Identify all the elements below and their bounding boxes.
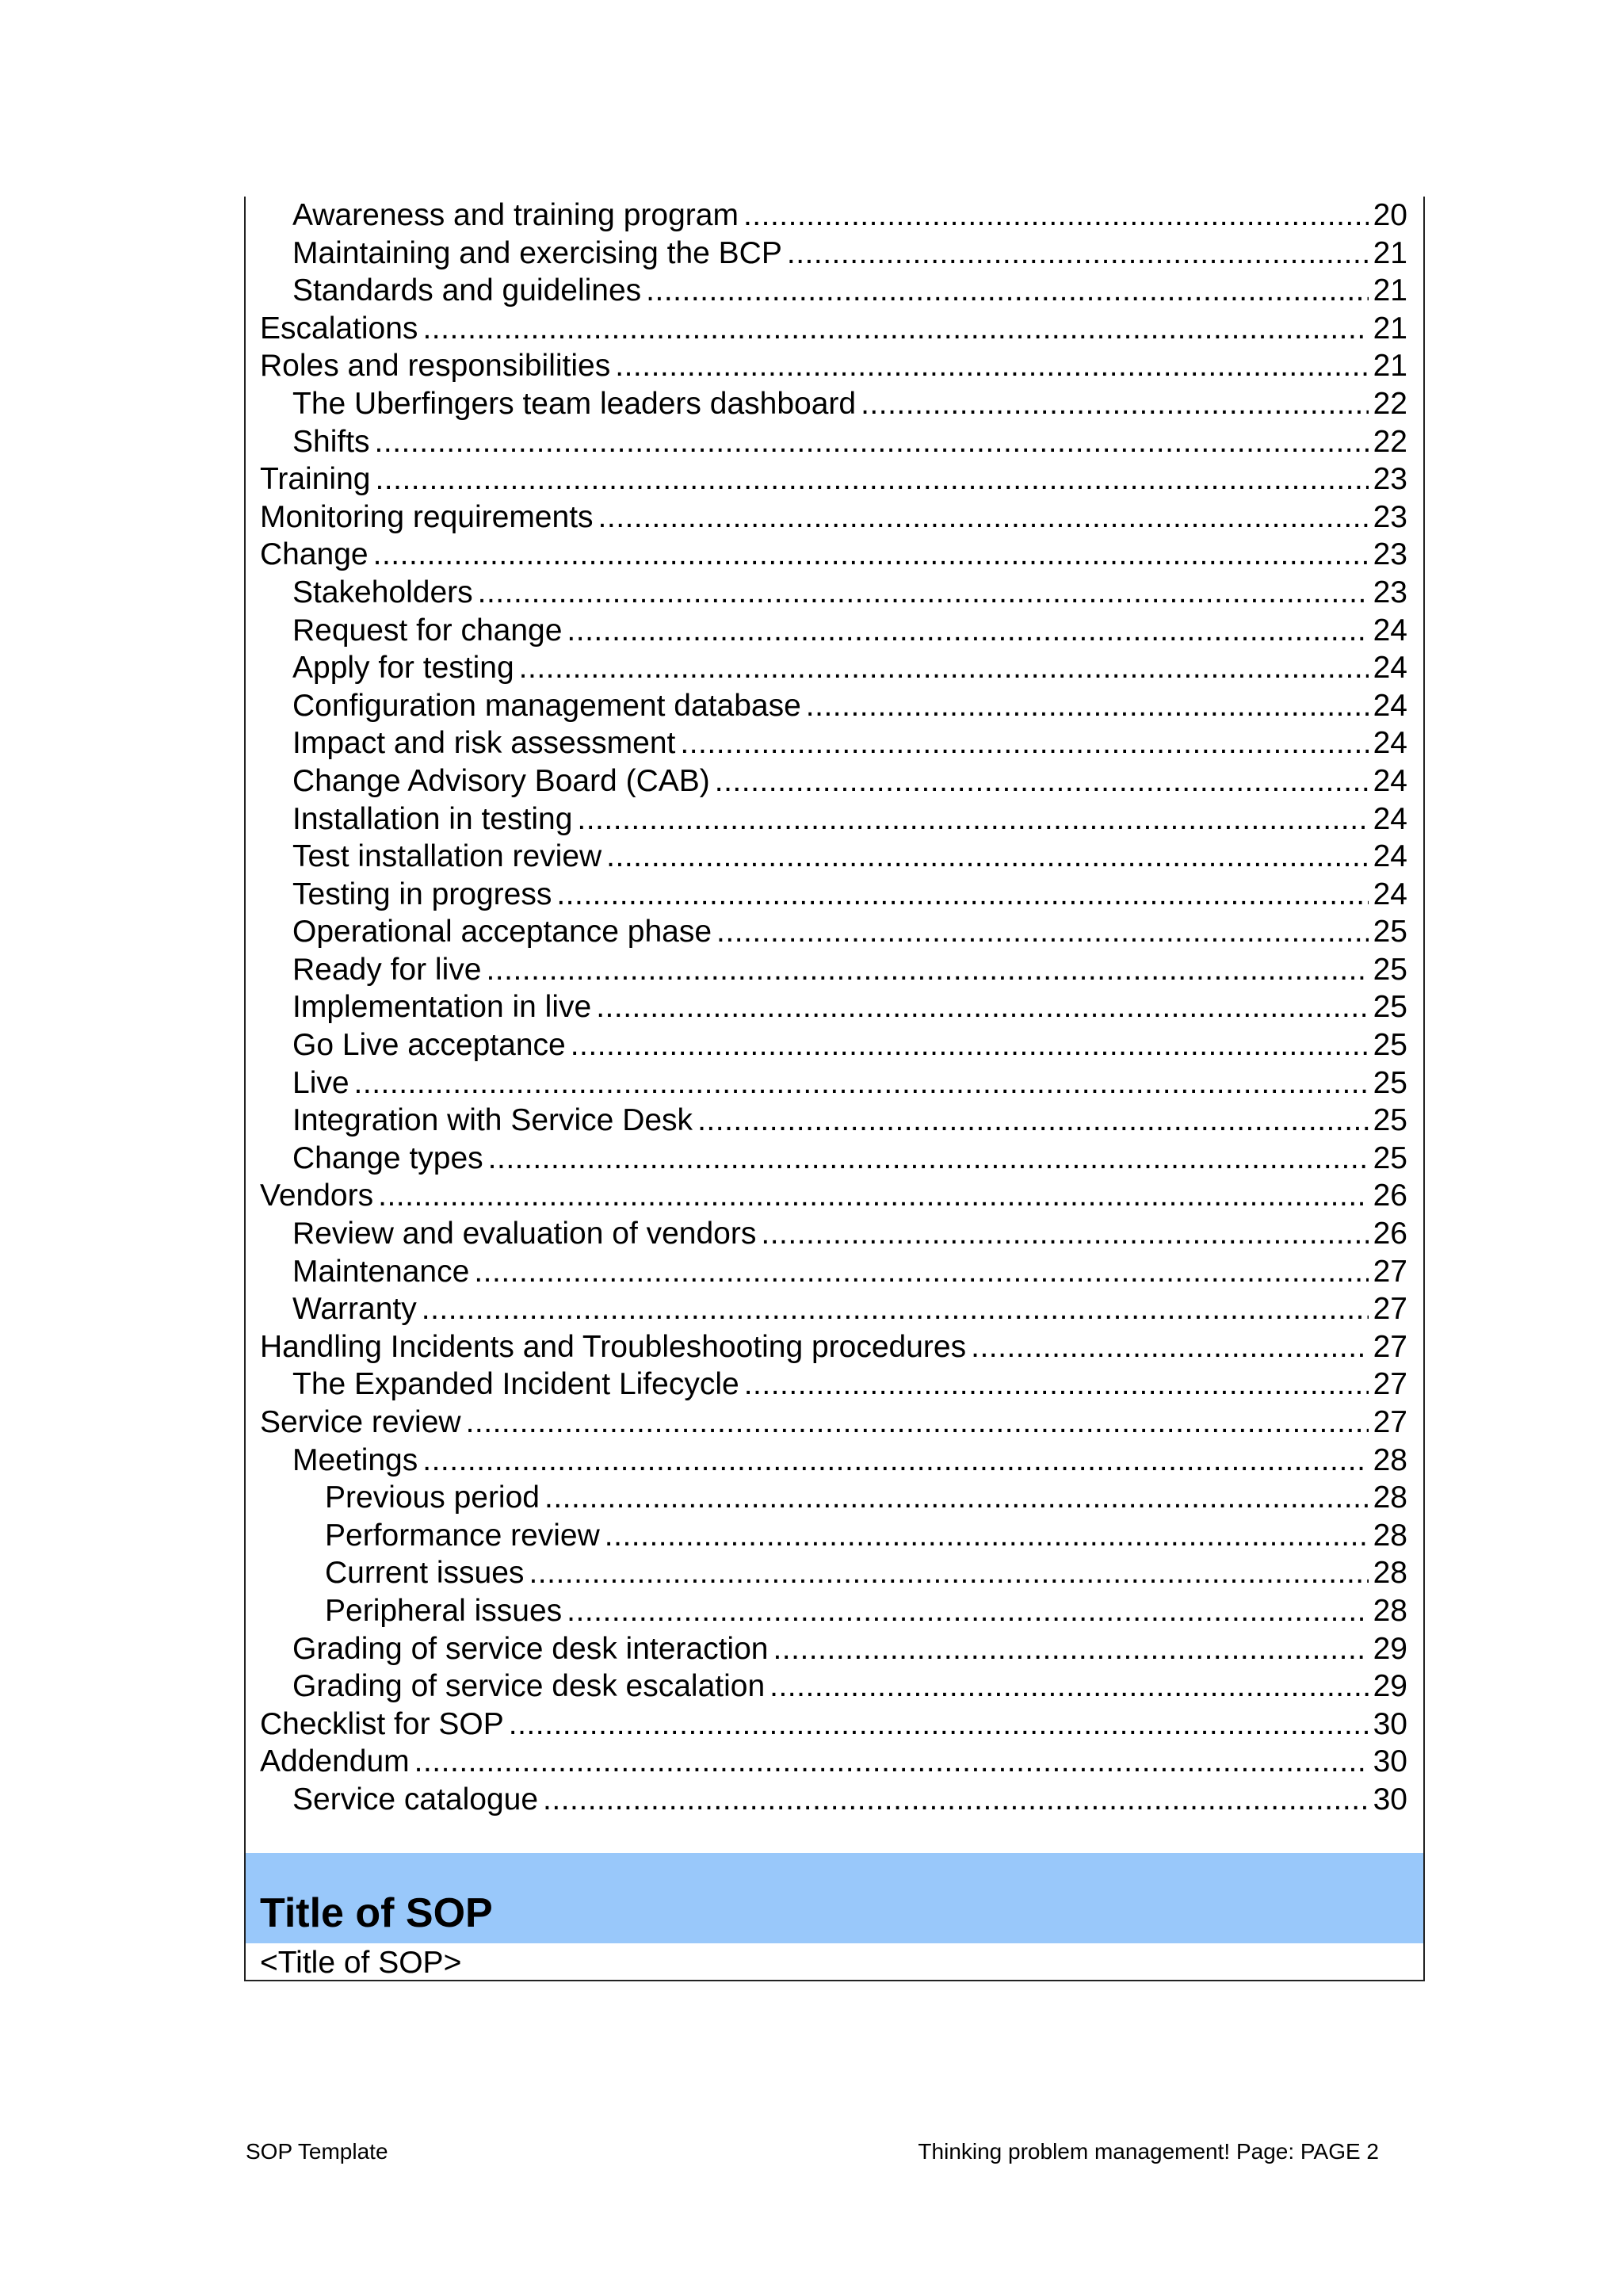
toc-entry-title: Grading of service desk interaction xyxy=(292,1631,769,1666)
toc-entry-page-number: 28 xyxy=(1373,1480,1407,1515)
toc-entry-title: Peripheral issues xyxy=(325,1593,563,1628)
toc-entry-page-number: 27 xyxy=(1373,1292,1407,1327)
toc-entry-title: Performance review xyxy=(325,1518,600,1553)
toc-entry[interactable] xyxy=(260,423,1407,461)
toc-entry-page-number: 29 xyxy=(1373,1669,1407,1704)
toc-entry-page-number: 22 xyxy=(1373,386,1407,421)
toc-entry[interactable] xyxy=(260,1743,1407,1781)
toc-entry-title: Change types xyxy=(292,1140,483,1175)
toc-dot-leader xyxy=(806,687,1369,725)
toc-dot-leader xyxy=(577,800,1368,839)
toc-entry-title: Configuration management database xyxy=(292,688,801,723)
toc-entry-title: Review and evaluation of vendors xyxy=(292,1217,757,1251)
toc-dot-leader xyxy=(556,876,1368,914)
toc-entry-title: The Expanded Incident Lifecycle xyxy=(292,1367,739,1402)
toc-dot-leader xyxy=(486,951,1368,989)
toc-entry-title: Stakeholders xyxy=(292,575,473,609)
toc-entry[interactable] xyxy=(260,1290,1407,1328)
toc-entry-title: Roles and responsibilities xyxy=(260,349,611,384)
toc-entry[interactable] xyxy=(260,1215,1407,1253)
toc-entry[interactable] xyxy=(260,272,1407,310)
toc-entry-page-number: 21 xyxy=(1373,235,1407,270)
toc-dot-leader xyxy=(971,1328,1369,1366)
toc-entry-title: Checklist for SOP xyxy=(260,1706,504,1741)
table-of-contents xyxy=(260,197,1407,1819)
toc-entry-title: Handling Incidents and Troubleshooting procedures xyxy=(260,1329,967,1364)
toc-entry-page-number: 25 xyxy=(1373,915,1407,949)
toc-dot-leader xyxy=(598,499,1369,537)
toc-entry[interactable] xyxy=(260,687,1407,725)
toc-entry-title: Previous period xyxy=(325,1480,540,1515)
toc-entry-page-number: 25 xyxy=(1373,1065,1407,1100)
toc-entry[interactable] xyxy=(260,1102,1407,1140)
toc-dot-leader xyxy=(544,1479,1369,1517)
toc-entry[interactable] xyxy=(260,1064,1407,1102)
toc-entry[interactable] xyxy=(260,1668,1407,1706)
toc-dot-leader xyxy=(519,649,1369,687)
toc-entry[interactable] xyxy=(260,913,1407,951)
toc-entry[interactable] xyxy=(260,838,1407,876)
toc-dot-leader xyxy=(488,1140,1369,1178)
toc-entry-title: Maintenance xyxy=(292,1254,470,1289)
toc-entry-page-number: 30 xyxy=(1373,1744,1407,1779)
toc-entry[interactable] xyxy=(260,1781,1407,1819)
toc-entry-page-number: 23 xyxy=(1373,462,1407,497)
toc-dot-leader xyxy=(680,724,1368,762)
toc-entry[interactable] xyxy=(260,876,1407,914)
toc-entry[interactable] xyxy=(260,800,1407,839)
toc-dot-leader xyxy=(715,762,1369,800)
toc-entry[interactable] xyxy=(260,1706,1407,1744)
toc-entry-page-number: 24 xyxy=(1373,613,1407,648)
toc-entry-page-number: 27 xyxy=(1373,1367,1407,1402)
toc-entry[interactable] xyxy=(260,536,1407,574)
toc-entry-page-number: 25 xyxy=(1373,1103,1407,1138)
toc-dot-leader xyxy=(615,347,1368,385)
toc-dot-leader xyxy=(509,1706,1369,1744)
toc-entry-page-number: 23 xyxy=(1373,575,1407,609)
toc-entry-page-number: 21 xyxy=(1373,273,1407,308)
toc-dot-leader xyxy=(373,536,1369,574)
toc-entry[interactable] xyxy=(260,1442,1407,1480)
toc-entry[interactable] xyxy=(260,310,1407,348)
toc-entry-page-number: 24 xyxy=(1373,688,1407,723)
toc-entry[interactable] xyxy=(260,1479,1407,1517)
toc-entry[interactable] xyxy=(260,1630,1407,1668)
toc-dot-leader xyxy=(596,988,1368,1026)
toc-dot-leader xyxy=(773,1630,1368,1668)
toc-entry-page-number: 25 xyxy=(1373,990,1407,1025)
toc-entry[interactable] xyxy=(260,1517,1407,1555)
toc-entry-title: Go Live acceptance xyxy=(292,1028,566,1063)
toc-entry-title: Integration with Service Desk xyxy=(292,1103,693,1138)
toc-entry-title: Warranty xyxy=(292,1292,417,1327)
toc-entry[interactable] xyxy=(260,724,1407,762)
toc-entry-title: Testing in progress xyxy=(292,877,552,911)
toc-entry-title: Escalations xyxy=(260,311,418,346)
toc-entry-page-number: 25 xyxy=(1373,1028,1407,1063)
toc-dot-leader xyxy=(697,1102,1369,1140)
toc-entry-title: Service review xyxy=(260,1405,461,1439)
toc-entry-title: Live xyxy=(292,1065,349,1100)
toc-dot-leader xyxy=(769,1668,1368,1706)
toc-entry-page-number: 28 xyxy=(1373,1442,1407,1477)
toc-dot-leader xyxy=(474,1253,1368,1291)
toc-dot-leader xyxy=(761,1215,1368,1253)
toc-entry-page-number: 27 xyxy=(1373,1329,1407,1364)
toc-entry-title: Implementation in live xyxy=(292,990,592,1025)
toc-entry-page-number: 27 xyxy=(1373,1254,1407,1289)
toc-dot-leader xyxy=(743,197,1369,235)
section-heading: Title of SOP xyxy=(260,1890,493,1936)
toc-entry[interactable] xyxy=(260,988,1407,1026)
toc-dot-leader xyxy=(375,460,1368,499)
footer-document-name: SOP Template xyxy=(246,2139,388,2164)
toc-entry-page-number: 22 xyxy=(1373,424,1407,459)
toc-entry-page-number: 21 xyxy=(1373,349,1407,384)
toc-dot-leader xyxy=(567,1592,1368,1630)
toc-entry[interactable] xyxy=(260,649,1407,687)
toc-entry[interactable] xyxy=(260,197,1407,235)
toc-entry-title: Standards and guidelines xyxy=(292,273,642,308)
toc-entry-page-number: 28 xyxy=(1373,1556,1407,1591)
toc-entry-page-number: 28 xyxy=(1373,1518,1407,1553)
toc-dot-leader xyxy=(414,1743,1369,1781)
toc-entry-title: Current issues xyxy=(325,1556,525,1591)
toc-entry-page-number: 23 xyxy=(1373,499,1407,534)
toc-entry-title: Impact and risk assessment xyxy=(292,726,676,761)
toc-entry[interactable] xyxy=(260,1177,1407,1215)
toc-entry[interactable] xyxy=(260,235,1407,273)
toc-entry-title: Training xyxy=(260,462,371,497)
toc-entry[interactable] xyxy=(260,1404,1407,1442)
toc-entry[interactable] xyxy=(260,1253,1407,1291)
toc-entry-title: Ready for live xyxy=(292,952,482,987)
toc-dot-leader xyxy=(378,1177,1369,1215)
toc-entry-title: Meetings xyxy=(292,1442,418,1477)
section-title-placeholder: <Title of SOP> xyxy=(260,1946,462,1980)
toc-entry[interactable] xyxy=(260,1366,1407,1404)
toc-entry-page-number: 21 xyxy=(1373,311,1407,346)
toc-entry-page-number: 23 xyxy=(1373,537,1407,572)
toc-entry-title: Grading of service desk escalation xyxy=(292,1669,766,1704)
toc-dot-leader xyxy=(543,1781,1369,1819)
toc-dot-leader xyxy=(422,310,1368,348)
toc-entry[interactable] xyxy=(260,460,1407,499)
toc-entry-title: Apply for testing xyxy=(292,651,514,686)
toc-dot-leader xyxy=(571,1026,1369,1064)
toc-dot-leader xyxy=(787,235,1369,273)
toc-dot-leader xyxy=(422,1290,1369,1328)
toc-entry[interactable] xyxy=(260,612,1407,650)
toc-dot-leader xyxy=(744,1366,1369,1404)
toc-dot-leader xyxy=(478,574,1369,612)
toc-entry-title: Shifts xyxy=(292,424,370,459)
toc-entry[interactable] xyxy=(260,1026,1407,1064)
toc-entry-page-number: 30 xyxy=(1373,1782,1407,1817)
toc-dot-leader xyxy=(861,385,1369,423)
toc-entry-title: Vendors xyxy=(260,1179,374,1213)
toc-entry-page-number: 24 xyxy=(1373,839,1407,874)
toc-dot-leader xyxy=(375,423,1369,461)
toc-entry[interactable] xyxy=(260,951,1407,989)
toc-entry[interactable] xyxy=(260,574,1407,612)
toc-entry-title: Installation in testing xyxy=(292,801,573,836)
toc-entry-page-number: 25 xyxy=(1373,952,1407,987)
toc-entry-page-number: 26 xyxy=(1373,1179,1407,1213)
toc-entry-page-number: 24 xyxy=(1373,801,1407,836)
toc-entry-page-number: 24 xyxy=(1373,726,1407,761)
toc-entry-page-number: 29 xyxy=(1373,1631,1407,1666)
toc-entry[interactable] xyxy=(260,762,1407,800)
toc-entry-page-number: 27 xyxy=(1373,1405,1407,1439)
toc-entry-page-number: 20 xyxy=(1373,198,1407,232)
toc-entry-page-number: 30 xyxy=(1373,1706,1407,1741)
toc-entry-title: Operational acceptance phase xyxy=(292,915,712,949)
toc-entry[interactable] xyxy=(260,347,1407,385)
toc-entry[interactable] xyxy=(260,1140,1407,1178)
toc-entry-title: The Uberfingers team leaders dashboard xyxy=(292,386,857,421)
toc-entry-title: Service catalogue xyxy=(292,1782,539,1817)
toc-entry-title: Request for change xyxy=(292,613,563,648)
toc-entry[interactable] xyxy=(260,1592,1407,1630)
toc-entry-page-number: 24 xyxy=(1373,763,1407,798)
toc-entry[interactable] xyxy=(260,499,1407,537)
toc-entry[interactable] xyxy=(260,1328,1407,1366)
toc-entry-title: Change xyxy=(260,537,369,572)
toc-dot-leader xyxy=(605,1517,1369,1555)
toc-dot-leader xyxy=(529,1554,1368,1592)
toc-dot-leader xyxy=(606,838,1368,876)
section-heading-band xyxy=(246,1853,1423,1943)
toc-dot-leader xyxy=(646,272,1368,310)
toc-entry[interactable] xyxy=(260,385,1407,423)
toc-entry-page-number: 28 xyxy=(1373,1593,1407,1628)
toc-entry[interactable] xyxy=(260,1554,1407,1592)
toc-entry-title: Monitoring requirements xyxy=(260,499,594,534)
toc-dot-leader xyxy=(354,1064,1369,1102)
toc-dot-leader xyxy=(567,612,1368,650)
toc-entry-title: Change Advisory Board (CAB) xyxy=(292,763,710,798)
toc-dot-leader xyxy=(466,1404,1369,1442)
toc-entry-title: Test installation review xyxy=(292,839,602,874)
toc-entry-page-number: 26 xyxy=(1373,1217,1407,1251)
toc-entry-page-number: 24 xyxy=(1373,877,1407,911)
toc-entry-page-number: 24 xyxy=(1373,651,1407,686)
toc-entry-title: Awareness and training program xyxy=(292,198,739,232)
document-frame xyxy=(244,197,1425,1981)
toc-entry-title: Maintaining and exercising the BCP xyxy=(292,235,782,270)
toc-entry-title: Addendum xyxy=(260,1744,410,1779)
footer-page-info: Thinking problem management! Page: PAGE 2 xyxy=(918,2139,1379,2164)
toc-dot-leader xyxy=(716,913,1369,951)
toc-dot-leader xyxy=(422,1442,1368,1480)
toc-entry-page-number: 25 xyxy=(1373,1140,1407,1175)
